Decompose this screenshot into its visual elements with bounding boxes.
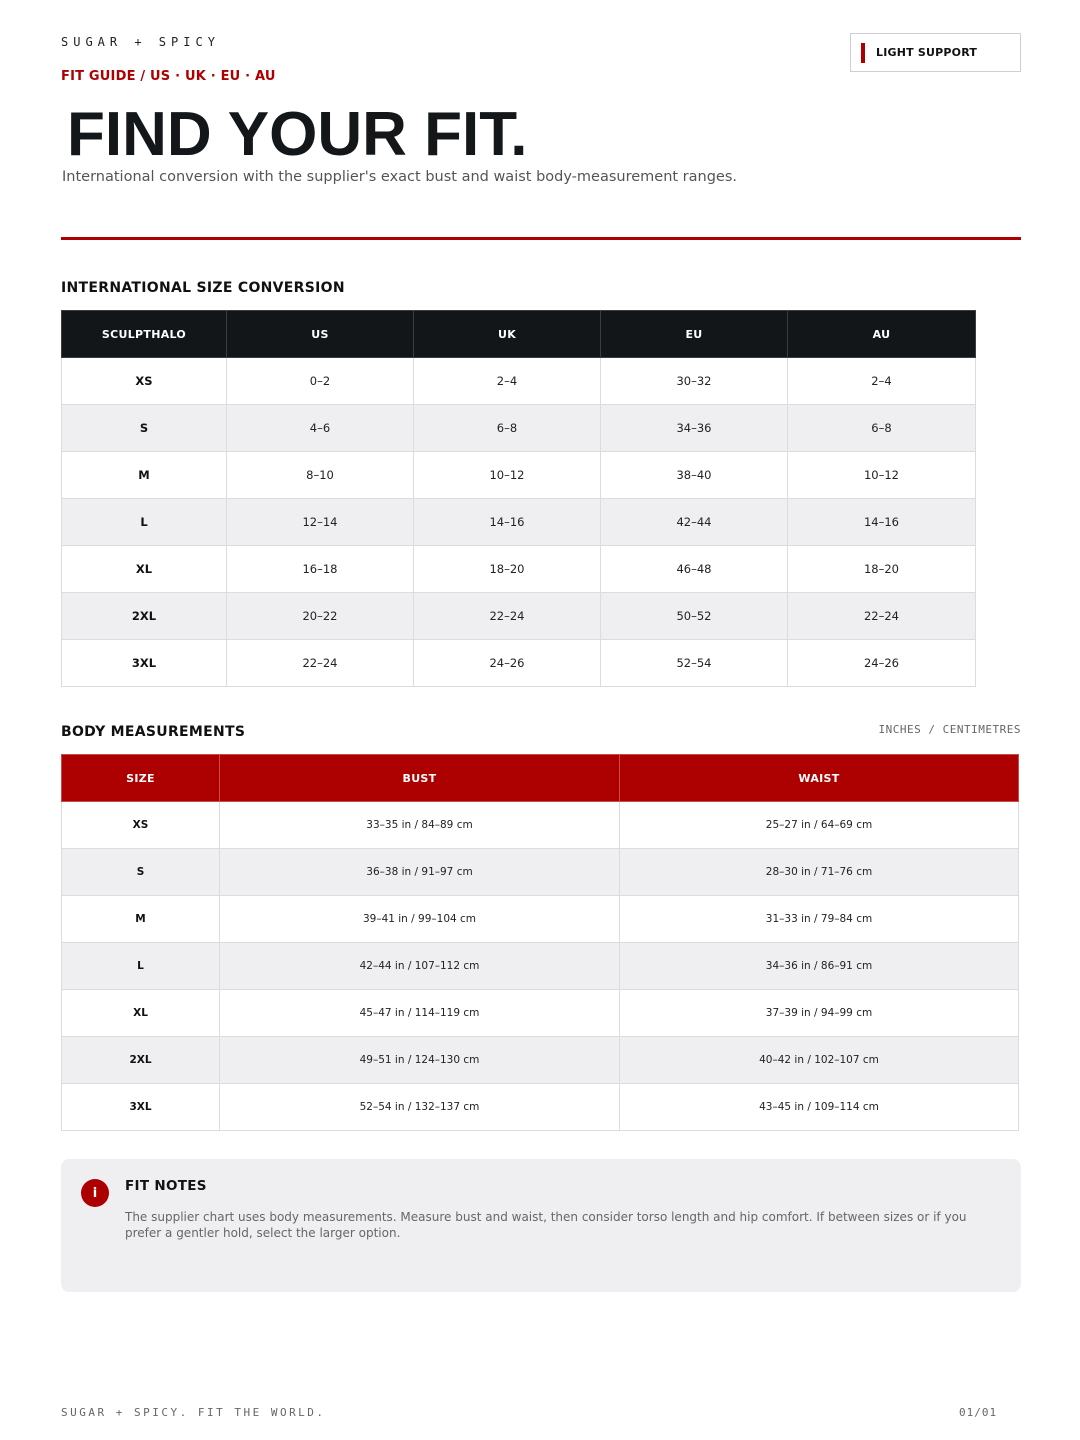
table-cell: 18–20 [414, 546, 601, 593]
table-cell: 2–4 [414, 358, 601, 405]
table-row [62, 405, 976, 452]
table-cell: 39–41 in / 99–104 cm [220, 896, 620, 943]
table-cell: 18–20 [788, 546, 976, 593]
table-row [62, 546, 976, 593]
column-header: BUST [220, 755, 620, 802]
fit-notes-panel [61, 1159, 1021, 1292]
page-subtitle: International conversion with the supplier's exact bust and waist body-measurement ranges. [62, 169, 738, 185]
table-cell: 14–16 [414, 499, 601, 546]
breadcrumb: FIT GUIDE / US · UK · EU · AU [61, 69, 276, 84]
table-cell: 25–27 in / 64–69 cm [620, 802, 1019, 849]
table-cell: 24–26 [788, 640, 976, 687]
size-cell: 2XL [62, 593, 227, 640]
info-icon: i [81, 1179, 109, 1207]
size-cell: 3XL [62, 1084, 220, 1131]
table-cell: 14–16 [788, 499, 976, 546]
table-cell: 0–2 [227, 358, 414, 405]
measurements-section-title: BODY MEASUREMENTS [61, 724, 246, 740]
table-cell: 22–24 [414, 593, 601, 640]
size-cell: XL [62, 546, 227, 593]
table-row [62, 943, 1019, 990]
table-cell: 52–54 [601, 640, 788, 687]
table-row [62, 849, 1019, 896]
table-cell: 50–52 [601, 593, 788, 640]
size-cell: S [62, 405, 227, 452]
table-cell: 6–8 [414, 405, 601, 452]
table-cell: 22–24 [788, 593, 976, 640]
table-cell: 42–44 in / 107–112 cm [220, 943, 620, 990]
table-cell: 8–10 [227, 452, 414, 499]
table-cell: 49–51 in / 124–130 cm [220, 1037, 620, 1084]
table-row [62, 358, 976, 405]
column-header: SCULPTHALO [62, 311, 227, 358]
body-measurements-table [61, 754, 1019, 1131]
table-row [62, 990, 1019, 1037]
column-header: UK [414, 311, 601, 358]
table-cell: 20–22 [227, 593, 414, 640]
table-cell: 22–24 [227, 640, 414, 687]
table-row [62, 1037, 1019, 1084]
table-cell: 37–39 in / 94–99 cm [620, 990, 1019, 1037]
size-cell: L [62, 943, 220, 990]
table-cell: 34–36 [601, 405, 788, 452]
size-cell: M [62, 896, 220, 943]
table-cell: 31–33 in / 79–84 cm [620, 896, 1019, 943]
table-row [62, 499, 976, 546]
badge-accent-bar [861, 43, 865, 63]
table-cell: 10–12 [414, 452, 601, 499]
table-cell: 2–4 [788, 358, 976, 405]
conversion-section-title: INTERNATIONAL SIZE CONVERSION [61, 280, 345, 296]
table-row [62, 802, 1019, 849]
table-cell: 6–8 [788, 405, 976, 452]
fit-notes-body: The supplier chart uses body measurements. Measure bust and waist, then consider torso length and hip comfort. If between sizes or if you prefer a gentler hold, select the larger option. [125, 1210, 967, 1240]
header-divider [61, 237, 1021, 240]
size-conversion-table [61, 310, 976, 687]
column-header: EU [601, 311, 788, 358]
column-header: US [227, 311, 414, 358]
badge-label: LIGHT SUPPORT [876, 46, 978, 59]
table-cell: 38–40 [601, 452, 788, 499]
table-cell: 33–35 in / 84–89 cm [220, 802, 620, 849]
size-cell: XL [62, 990, 220, 1037]
size-cell: 3XL [62, 640, 227, 687]
page-title: FIND YOUR FIT. [67, 100, 528, 169]
units-label: INCHES / CENTIMETRES [878, 723, 1021, 736]
table-header-row [62, 755, 1019, 802]
table-cell: 40–42 in / 102–107 cm [620, 1037, 1019, 1084]
footer-tagline: SUGAR + SPICY. FIT THE WORLD. [61, 1406, 326, 1419]
table-row [62, 1084, 1019, 1131]
table-cell: 34–36 in / 86–91 cm [620, 943, 1019, 990]
table-header-row [62, 311, 976, 358]
column-header: SIZE [62, 755, 220, 802]
table-cell: 42–44 [601, 499, 788, 546]
size-cell: XS [62, 358, 227, 405]
table-row [62, 593, 976, 640]
column-header: WAIST [620, 755, 1019, 802]
table-cell: 16–18 [227, 546, 414, 593]
support-badge [850, 33, 1021, 72]
size-cell: L [62, 499, 227, 546]
column-header: AU [788, 311, 976, 358]
table-cell: 52–54 in / 132–137 cm [220, 1084, 620, 1131]
size-cell: M [62, 452, 227, 499]
size-cell: S [62, 849, 220, 896]
table-cell: 4–6 [227, 405, 414, 452]
fit-notes-title: FIT NOTES [125, 1178, 207, 1194]
table-cell: 43–45 in / 109–114 cm [620, 1084, 1019, 1131]
brand-wordmark: SUGAR + SPICY [61, 35, 220, 49]
table-cell: 46–48 [601, 546, 788, 593]
table-row [62, 896, 1019, 943]
table-cell: 45–47 in / 114–119 cm [220, 990, 620, 1037]
table-cell: 10–12 [788, 452, 976, 499]
table-cell: 12–14 [227, 499, 414, 546]
table-row [62, 452, 976, 499]
page-number: 01/01 [959, 1406, 998, 1419]
size-cell: XS [62, 802, 220, 849]
table-cell: 28–30 in / 71–76 cm [620, 849, 1019, 896]
table-cell: 24–26 [414, 640, 601, 687]
size-cell: 2XL [62, 1037, 220, 1084]
table-row [62, 640, 976, 687]
table-cell: 36–38 in / 91–97 cm [220, 849, 620, 896]
table-cell: 30–32 [601, 358, 788, 405]
